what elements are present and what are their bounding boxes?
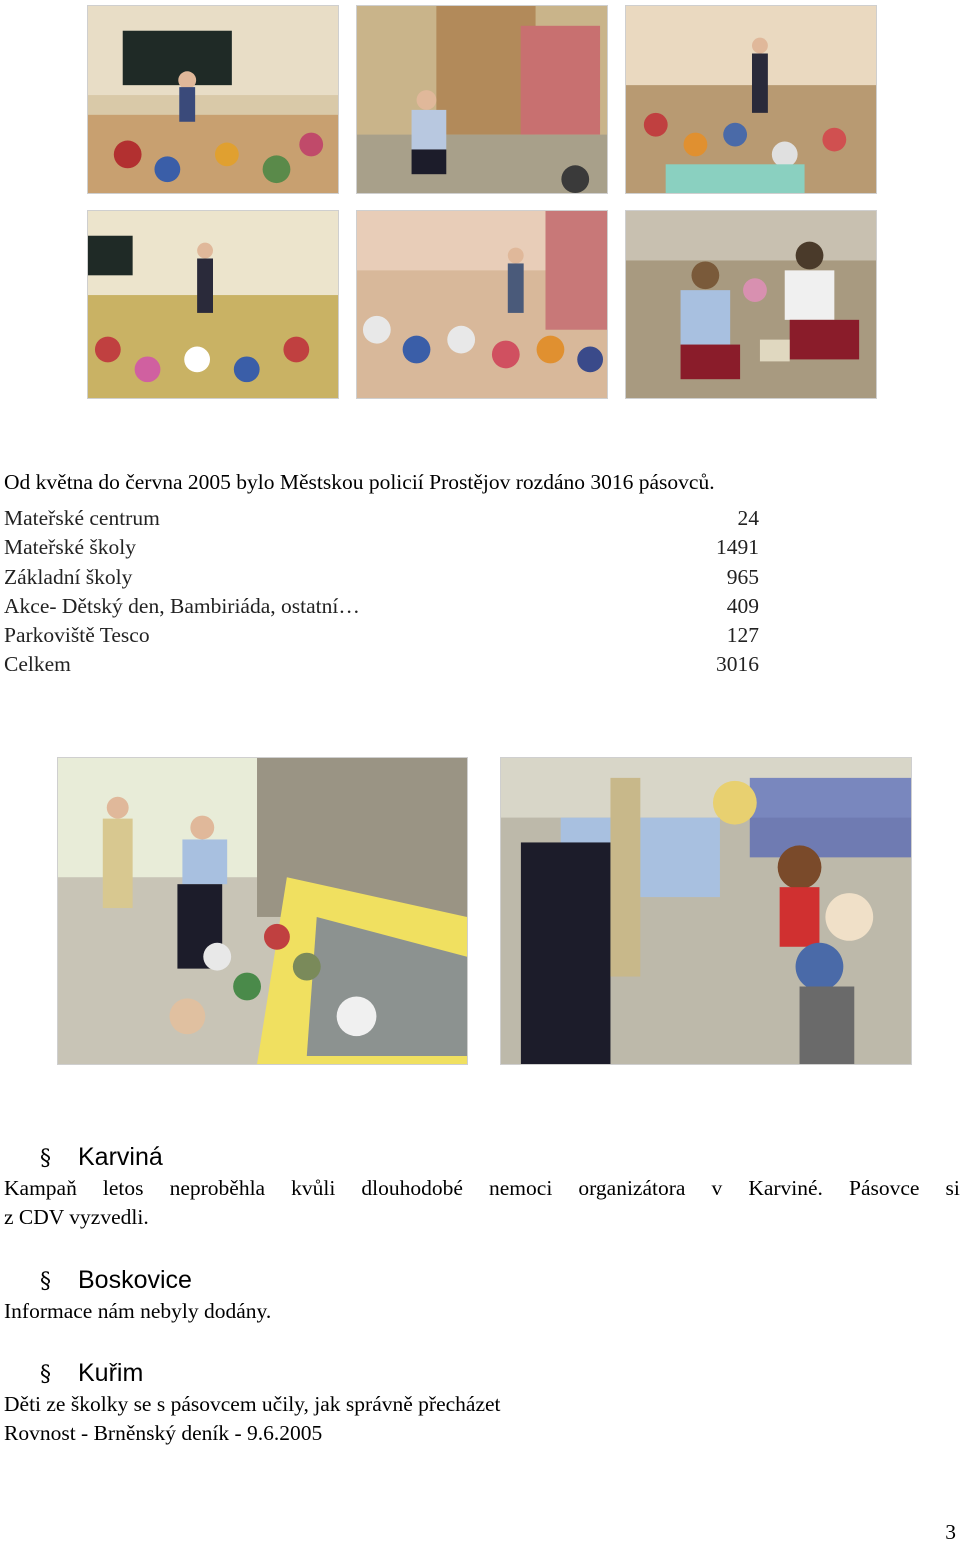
- section-bullet-icon: §: [40, 1269, 51, 1294]
- section-text-karvina: [4, 1174, 960, 1232]
- stat-value: 409: [726, 593, 759, 618]
- stat-row: [4, 592, 759, 621]
- stat-row: [4, 533, 759, 562]
- stat-value: 24: [737, 506, 759, 530]
- word: Pásovce: [849, 1176, 920, 1200]
- section-title: Boskovice: [78, 1266, 192, 1294]
- stat-value: 3016: [716, 652, 759, 677]
- stat-label: Základní školy: [4, 564, 133, 589]
- word: Kampaň: [4, 1176, 77, 1200]
- justified-line: [4, 1174, 960, 1203]
- section-heading-kurim: [40, 1358, 143, 1390]
- stat-row: [4, 504, 759, 533]
- word: neproběhla: [169, 1176, 266, 1200]
- word: si: [945, 1176, 960, 1200]
- photo-officer-bending-children: [500, 757, 912, 1065]
- section-text-kurim: [4, 1390, 960, 1448]
- section-title: Karviná: [78, 1143, 163, 1171]
- word: v: [711, 1176, 723, 1200]
- word: kvůli: [291, 1176, 336, 1200]
- intro-text: Od května do června 2005 bylo Městskou policií Prostějov rozdáno 3016 pásovců.: [4, 470, 715, 494]
- text-line: z CDV vyzvedli.: [4, 1205, 149, 1229]
- stat-row: [4, 563, 759, 592]
- photo-children-hands-raised: [356, 210, 608, 399]
- stat-label: Mateřské centrum: [4, 506, 160, 530]
- stat-label: Akce- Dětský den, Bambiriáda, ostatní…: [4, 593, 360, 618]
- text-line: Informace nám nebyly dodány.: [4, 1299, 272, 1323]
- stat-label: Celkem: [4, 652, 71, 677]
- photo-children-with-booklets: [625, 210, 877, 399]
- stat-value: 1491: [716, 535, 759, 560]
- distribution-stats: [4, 504, 759, 680]
- text-line: Rovnost - Brněnský deník - 9.6.2005: [4, 1421, 323, 1445]
- section-heading-karvina: [40, 1142, 163, 1174]
- word: letos: [102, 1176, 144, 1200]
- section-text-boskovice: [4, 1297, 960, 1326]
- text-line: Děti ze školky se s pásovcem učily, jak správně přecházet: [4, 1392, 501, 1416]
- stat-row: [4, 621, 759, 650]
- word: Karviné.: [748, 1176, 823, 1200]
- section-heading-boskovice: [40, 1265, 192, 1297]
- photo-officer-standing-group: [625, 5, 877, 194]
- photo-officer-kneeling: [356, 5, 608, 194]
- stat-value: 127: [726, 623, 759, 648]
- stat-label: Parkoviště Tesco: [4, 623, 150, 648]
- section-bullet-icon: §: [40, 1146, 51, 1171]
- section-bullet-icon: §: [40, 1362, 51, 1387]
- photo-officer-hallway-bench: [57, 757, 468, 1065]
- photo-classroom-sitting: [87, 210, 339, 399]
- word: dlouhodobé: [361, 1176, 463, 1200]
- word: nemoci: [489, 1176, 553, 1200]
- stat-label: Mateřské školy: [4, 535, 136, 560]
- page-number: 3: [945, 1520, 956, 1544]
- section-title: Kuřim: [78, 1359, 144, 1387]
- photo-classroom-blackboard: [87, 5, 339, 194]
- stat-value: 965: [726, 564, 759, 589]
- stat-row-total: [4, 650, 759, 679]
- word: organizátora: [578, 1176, 686, 1200]
